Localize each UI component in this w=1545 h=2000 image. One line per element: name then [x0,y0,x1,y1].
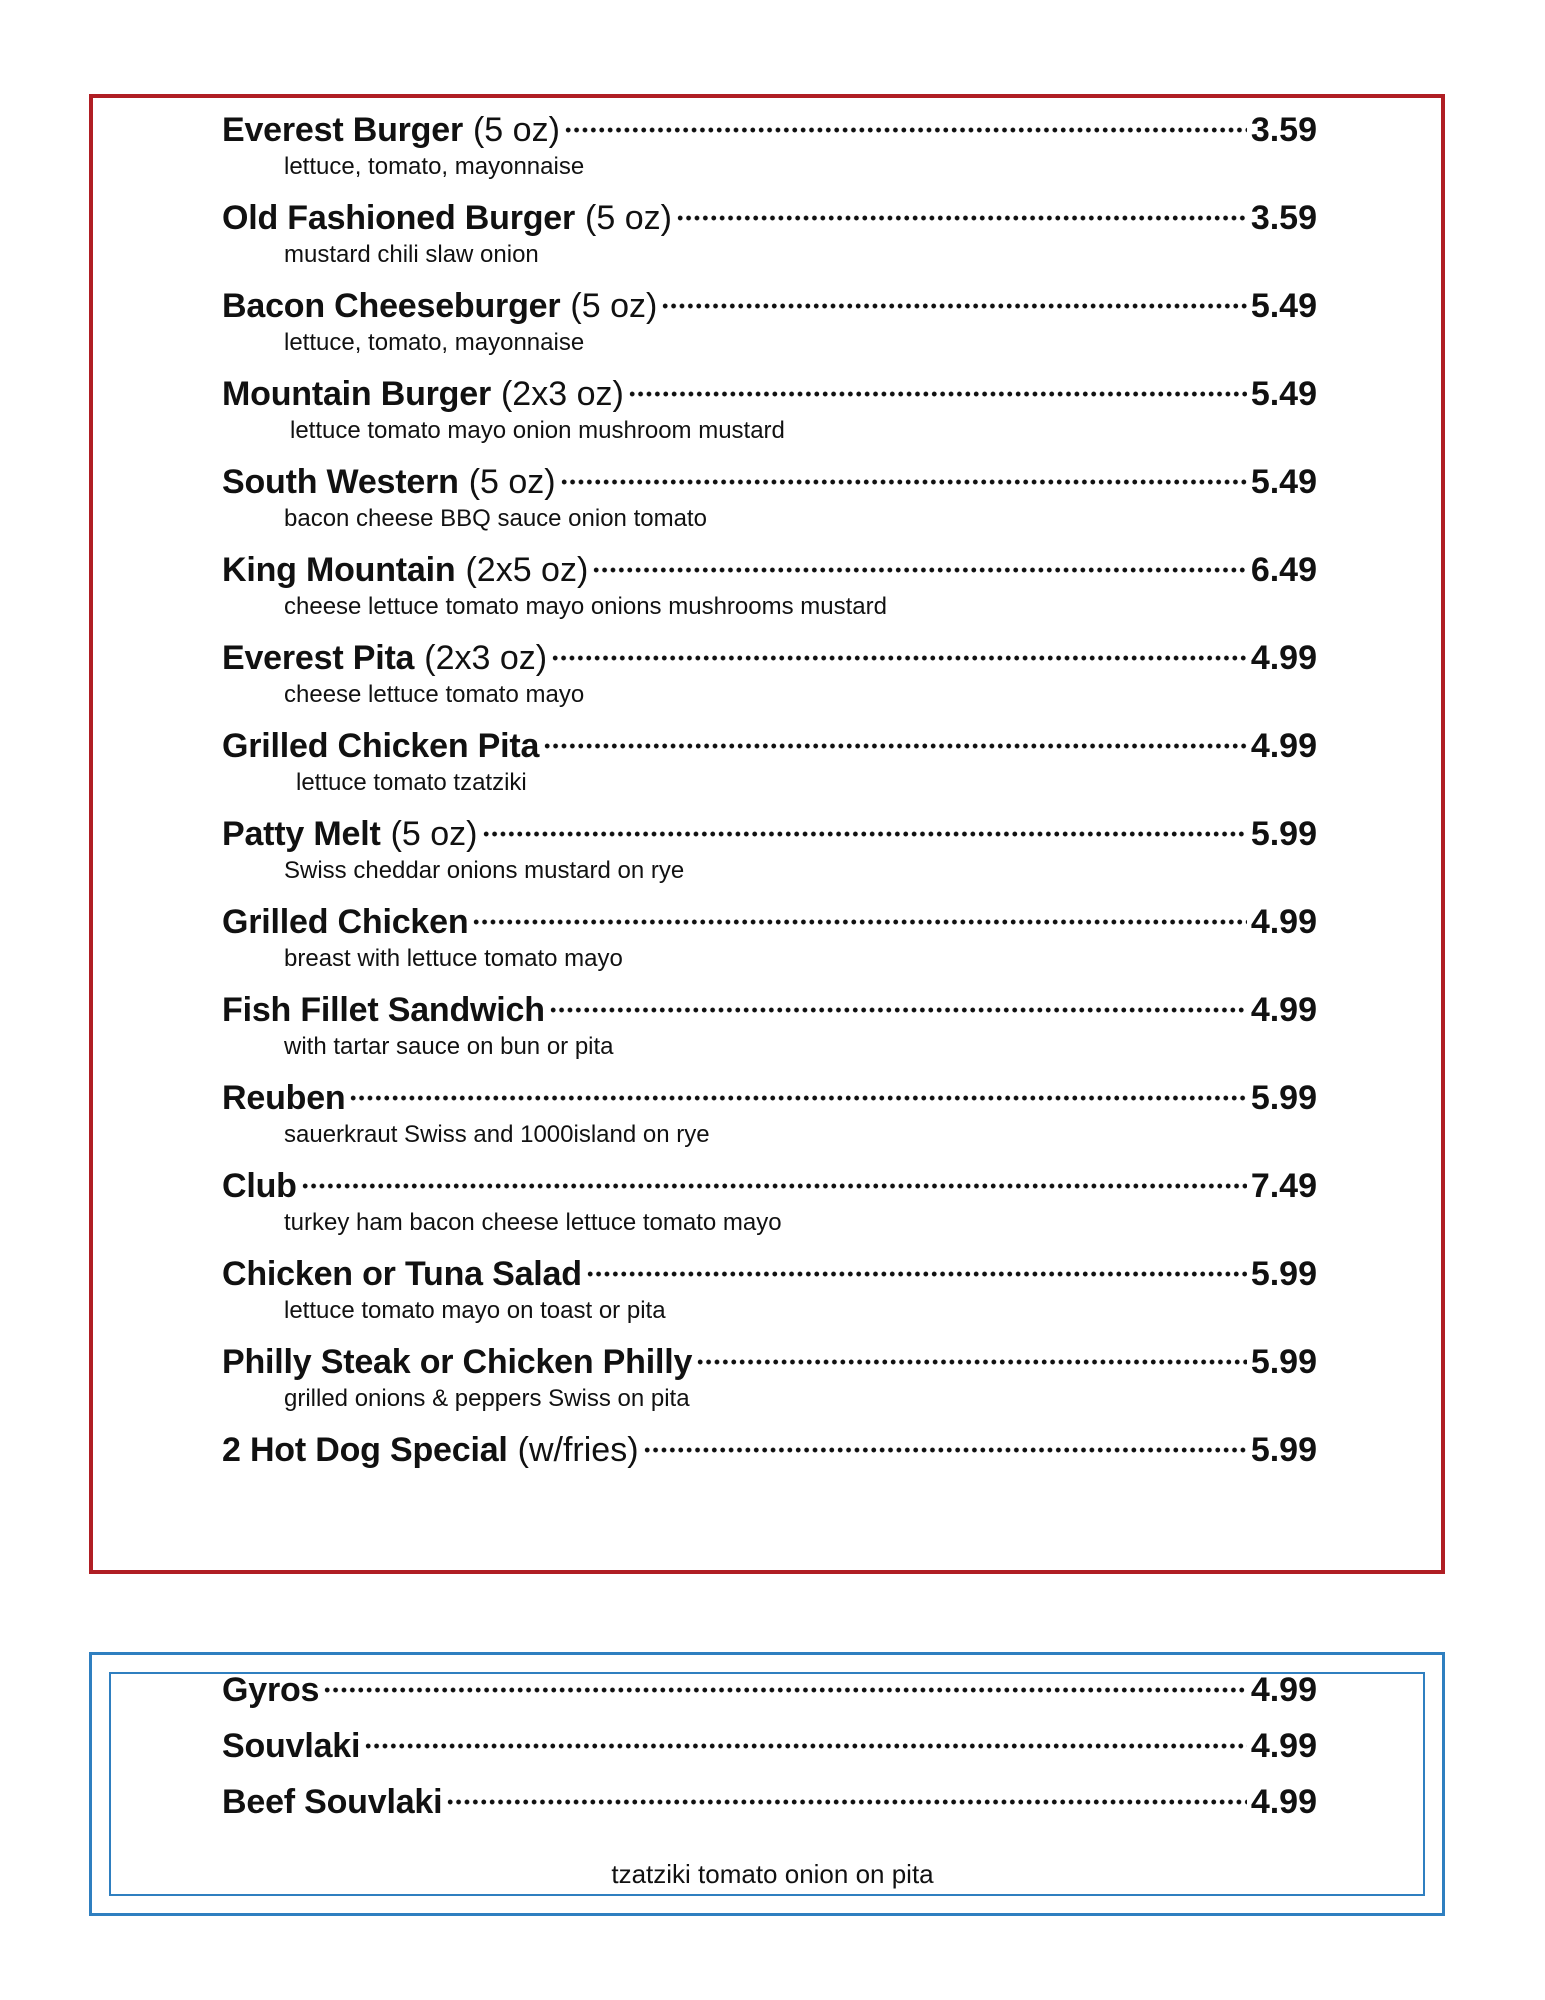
item-price: 5.49 [1250,287,1317,325]
item-price: 5.49 [1250,463,1317,501]
item-price: 4.99 [1250,1727,1317,1765]
item-price: 5.99 [1250,1079,1317,1117]
item-price: 6.49 [1250,551,1317,589]
greek-menu-item [222,1668,1317,1712]
dot-leader [551,654,1247,662]
item-name: Philly Steak or Chicken Philly [222,1343,693,1381]
item-description: grilled onions & peppers Swiss on pita [284,1385,690,1412]
item-name: Souvlaki [222,1727,361,1765]
item-name: Grilled Chicken [222,903,469,941]
menu-item [222,724,1317,798]
menu-item [222,988,1317,1062]
item-price: 4.99 [1250,639,1317,677]
item-size: (2x3 oz) [500,375,624,413]
menu-item [222,284,1317,358]
dot-leader [643,1446,1247,1454]
dot-leader [592,566,1247,574]
item-description: with tartar sauce on bun or pita [284,1033,614,1060]
item-name: Reuben [222,1079,346,1117]
menu-item [222,636,1317,710]
item-description: lettuce, tomato, mayonnaise [284,329,585,356]
item-description: lettuce, tomato, mayonnaise [284,153,585,180]
item-size: (2x5 oz) [465,551,589,589]
item-price: 4.99 [1250,991,1317,1029]
menu-item [222,1164,1317,1238]
dot-leader [628,390,1247,398]
dot-leader [543,742,1247,750]
dot-leader [482,830,1247,838]
menu-item [222,548,1317,622]
item-description: lettuce tomato tzatziki [296,769,527,796]
menu-item [222,1428,1317,1472]
item-name: Club [222,1167,297,1205]
item-price: 4.99 [1250,903,1317,941]
item-price: 5.99 [1250,1431,1317,1469]
item-size: (5 oz) [468,463,556,501]
item-name: Bacon Cheeseburger [222,287,561,325]
greek-menu-item [222,1724,1317,1768]
menu-item [222,1076,1317,1150]
item-description: cheese lettuce tomato mayo [284,681,585,708]
dot-leader [696,1358,1247,1366]
item-price: 5.49 [1250,375,1317,413]
item-price: 7.49 [1250,1167,1317,1205]
dot-leader [446,1798,1246,1806]
dot-leader [549,1006,1247,1014]
item-name: Beef Souvlaki [222,1783,443,1821]
item-name: King Mountain [222,551,456,589]
menu-item [222,108,1317,182]
item-name: Everest Pita [222,639,415,677]
item-description: turkey ham bacon cheese lettuce tomato mayo [284,1209,782,1236]
menu-item [222,1252,1317,1326]
item-name: Grilled Chicken Pita [222,727,540,765]
item-name: Old Fashioned Burger [222,199,576,237]
dot-leader [560,478,1247,486]
item-name: Chicken or Tuna Salad [222,1255,582,1293]
item-name: South Western [222,463,459,501]
menu-item [222,900,1317,974]
menu-item [222,372,1317,446]
item-name: Fish Fillet Sandwich [222,991,545,1029]
greek-note: tzatziki tomato onion on pita [611,1859,934,1889]
dot-leader [349,1094,1246,1102]
item-name: Patty Melt [222,815,381,853]
item-description: sauerkraut Swiss and 1000island on rye [284,1121,710,1148]
item-name: Everest Burger [222,111,463,149]
item-description: breast with lettuce tomato mayo [284,945,623,972]
menu-item [222,196,1317,270]
item-description: cheese lettuce tomato mayo onions mushrooms mustard [284,593,887,620]
item-size: (5 oz) [390,815,478,853]
item-description: Swiss cheddar onions mustard on rye [284,857,685,884]
dot-leader [661,302,1246,310]
item-size: (5 oz) [585,199,672,237]
dot-leader [586,1270,1247,1278]
item-price: 4.99 [1250,1783,1317,1821]
item-description: mustard chili slaw onion [284,241,539,268]
item-size: (2x3 oz) [424,639,548,677]
item-price: 4.99 [1250,1671,1317,1709]
item-price: 5.99 [1250,1343,1317,1381]
item-name: Gyros [222,1671,320,1709]
item-size: (5 oz) [570,287,658,325]
dot-leader [301,1182,1247,1190]
item-price: 5.99 [1250,815,1317,853]
dot-leader [564,126,1247,134]
item-price: 3.59 [1250,199,1317,237]
item-description: bacon cheese BBQ sauce onion tomato [284,505,707,532]
menu-item [222,1340,1317,1414]
item-name: Mountain Burger [222,375,491,413]
dot-leader [364,1742,1247,1750]
dot-leader [472,918,1246,926]
item-name: 2 Hot Dog Special [222,1431,508,1469]
item-size: (w/fries) [517,1431,639,1469]
item-description: lettuce tomato mayo on toast or pita [284,1297,666,1324]
item-price: 4.99 [1250,727,1317,765]
greek-menu-item [222,1780,1317,1824]
dot-leader [323,1686,1247,1694]
menu-item [222,812,1317,886]
item-size: (5 oz) [472,111,560,149]
item-price: 3.59 [1250,111,1317,149]
menu-item [222,460,1317,534]
dot-leader [676,214,1247,222]
item-description: lettuce tomato mayo onion mushroom mustard [290,417,785,444]
item-price: 5.99 [1250,1255,1317,1293]
